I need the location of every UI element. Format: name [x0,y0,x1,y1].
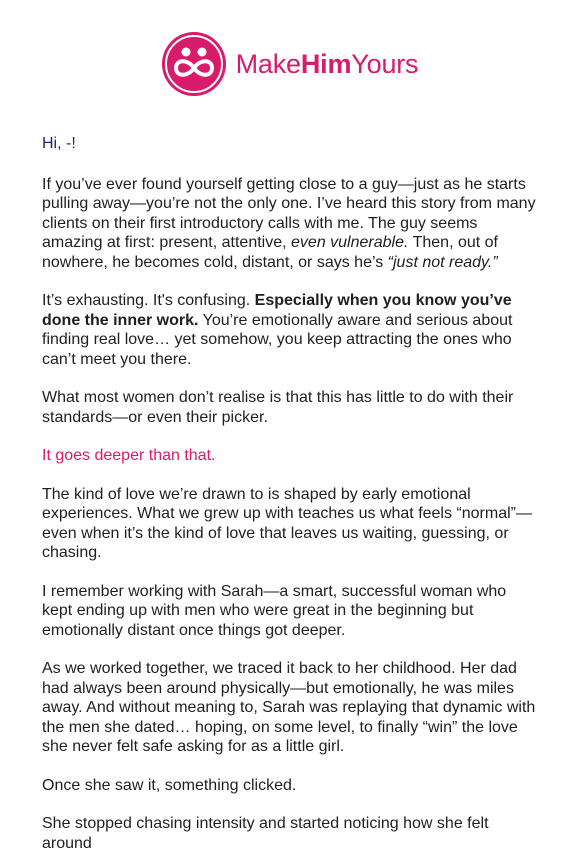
paragraph-exhausting: It’s exhausting. It's confusing. Especially when you know you’ve done the inner work. You’re emotionally aware and serious about finding real love… yet somehow, you keep attracting the ones who can’t meet you there. [42,292,513,368]
paragraph-stopped-chasing: She stopped chasing intensity and started noticing how she felt around [42,815,489,852]
brand-name: MakeHimYours [235,48,419,79]
highlight-line: It goes deeper than that. [42,447,216,464]
brand-logo-link[interactable] [162,32,419,96]
paragraph-sarah: I remember working with Sarah—a smart, successful woman who kept ending up with men who were great in the beginning but emotionally distant once things got deeper. [42,582,507,639]
paragraph-intro: If you’ve ever found yourself getting close to a guy—just as he starts pulling away—you’re not the only one. I’ve heard this story from many clients on their first introductory calls with me. The guy seems amazing at first: present, attentive, even vulnerable. Then, out of nowhere, he becomes cold, distant, or says he’s “just not ready.” [42,175,536,271]
paragraph-love-shaped: The kind of love we’re drawn to is shaped by early emotional experiences. What we grew up with teaches us what feels “normal”—even when it’s the kind of love that leaves us waiting, guessing, or chasing. [42,485,532,561]
greeting: Hi, -! [42,135,76,152]
paragraph-realise: What most women don’t realise is that this has little to do with their standards—or even their picker. [42,389,514,426]
email-body [0,128,580,853]
paragraph-childhood: As we worked together, we traced it back to her childhood. Her dad had always been around physically—but emotionally, he was miles away. And without meaning to, Sarah was replaying that dynamic with the men she dated… hoping, on some level, to finally “win” the love she never felt safe asking for as a little girl. [42,660,536,755]
infinity-couple-logo-icon [162,32,226,96]
paragraph-clicked: Once she saw it, something clicked. [42,776,297,794]
email-header [0,0,580,128]
